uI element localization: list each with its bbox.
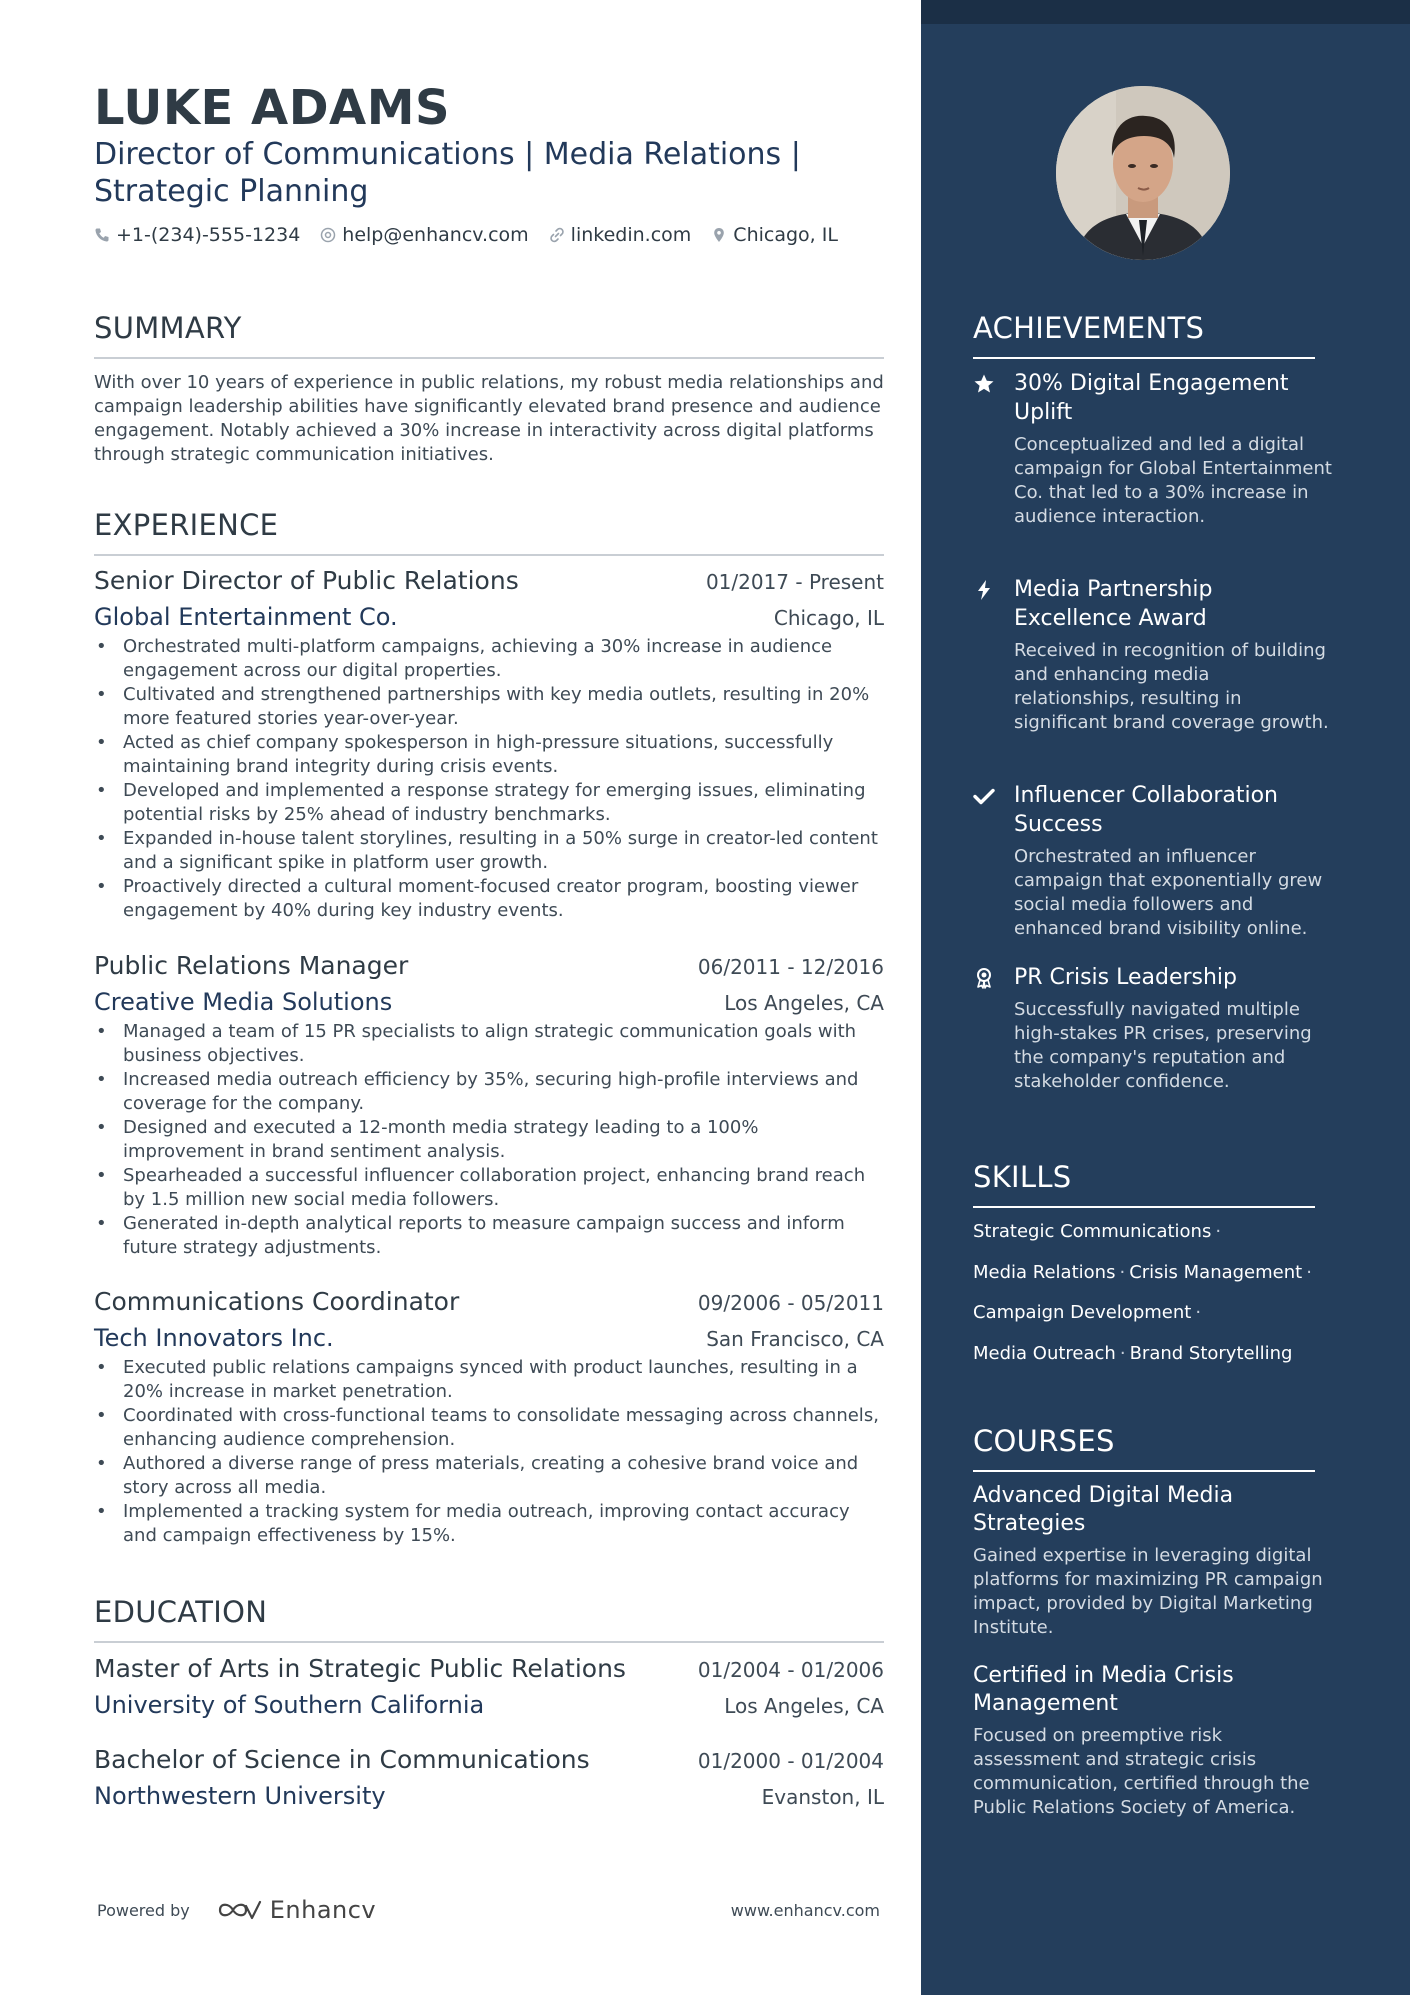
degree-title: Master of Arts in Strategic Public Relations: [94, 1654, 626, 1683]
contact-phone[interactable]: [94, 224, 300, 246]
list-item: • Expanded in-house talent storylines, resulting in a 50% surge in creator-led content and a significant spike in platform user growth.: [94, 827, 884, 875]
list-item: • Cultivated and strengthened partnerships with key media outlets, resulting in 20% more featured stories year-over-year.: [94, 683, 884, 731]
course-title: Advanced Digital Media Strategies: [973, 1483, 1234, 1536]
achievement-title: PR Crisis Leadership: [1014, 965, 1238, 990]
sidebar-top-band: [921, 0, 1410, 24]
location-pin-icon: [711, 227, 727, 243]
powered-by: [97, 1896, 376, 1924]
contact-location: [711, 224, 838, 246]
list-item: • Orchestrated multi-platform campaigns, achieving a 30% increase in audience engagement across our digital properties.: [94, 635, 884, 683]
education-heading: EDUCATION: [94, 1595, 884, 1643]
job-title: Public Relations Manager: [94, 951, 409, 980]
achievement-title: Media Partnership Excellence Award: [1014, 577, 1213, 631]
job-location: Los Angeles, CA: [724, 991, 884, 1015]
enhancv-logo-icon: [216, 1898, 262, 1922]
skill-tag: Crisis Management: [1129, 1262, 1303, 1283]
education-dates: 01/2004 - 01/2006: [697, 1658, 884, 1682]
list-item: • Authored a diverse range of press materials, creating a cohesive brand voice and story across all media.: [94, 1452, 884, 1500]
achievements-heading: ACHIEVEMENTS: [973, 311, 1315, 359]
summary-heading: SUMMARY: [94, 311, 884, 359]
courses-heading: COURSES: [973, 1424, 1315, 1472]
at-icon: [320, 227, 336, 243]
course-desc: Focused on preemptive risk assessment and strategic crisis communication, certified through the Public Relations Society of America.: [973, 1725, 1310, 1818]
candidate-name: LUKE ADAMS: [94, 80, 451, 136]
achievement-title: Influencer Collaboration Success: [1014, 783, 1278, 837]
company-name: Global Entertainment Co.: [94, 603, 398, 631]
company-name: Creative Media Solutions: [94, 988, 393, 1016]
education-entry: [94, 1654, 884, 1719]
list-item: • Executed public relations campaigns synced with product launches, resulting in a 20% increase in market penetration.: [94, 1356, 884, 1404]
experience-entry: [94, 1287, 884, 1548]
link-icon: [549, 227, 565, 243]
profile-photo: [1056, 86, 1230, 260]
achievement-desc: Conceptualized and led a digital campaign for Global Entertainment Co. that led to a 30% increase in audience interaction.: [1014, 434, 1332, 527]
skill-tag: Media Relations: [973, 1262, 1116, 1283]
job-bullets: [94, 1020, 884, 1260]
footer: [97, 1896, 880, 1924]
job-location: San Francisco, CA: [706, 1327, 884, 1351]
job-dates: 01/2017 - Present: [705, 570, 884, 594]
achievement-desc: Successfully navigated multiple high-stakes PR crises, preserving the company's reputation and stakeholder confidence.: [1014, 999, 1312, 1092]
candidate-headline: Director of Communications | Media Relations | Strategic Planning: [94, 137, 801, 209]
contact-email[interactable]: [320, 224, 528, 246]
list-item: • Generated in-depth analytical reports to measure campaign success and inform future strategy adjustments.: [94, 1212, 884, 1260]
job-bullets: [94, 1356, 884, 1548]
avatar: [1056, 86, 1230, 260]
skills-row: Strategic Communications ·: [973, 1221, 1222, 1242]
checkmark-icon: [973, 785, 995, 807]
school-name: University of Southern California: [94, 1691, 485, 1719]
school-name: Northwestern University: [94, 1782, 386, 1810]
list-item: • Implemented a tracking system for media outreach, improving contact accuracy and campaign effectiveness by 15%.: [94, 1500, 884, 1548]
achievement-item: [973, 369, 1333, 529]
star-icon: [973, 373, 995, 395]
contact-linkedin[interactable]: [549, 224, 692, 246]
summary-text: With over 10 years of experience in public relations, my robust media relationships and campaign leadership abilities have significantly elevated brand presence and audience engagement. Notably achieved a 30% increase in interactivity across digital platforms through strategic communication initiatives.: [94, 372, 884, 465]
education-dates: 01/2000 - 01/2004: [697, 1749, 884, 1773]
job-dates: 06/2011 - 12/2016: [697, 955, 884, 979]
lightning-icon: [973, 579, 995, 601]
phone-text: +1-(234)-555-1234: [116, 224, 301, 246]
phone-icon: [94, 227, 110, 243]
achievement-title: 30% Digital Engagement Uplift: [1014, 371, 1289, 425]
list-item: • Spearheaded a successful influencer collaboration project, enhancing brand reach by 1.5 million new social media followers.: [94, 1164, 884, 1212]
education-entry: [94, 1745, 884, 1810]
job-title: Communications Coordinator: [94, 1287, 460, 1316]
achievement-item: [973, 963, 1333, 1094]
location-text: Chicago, IL: [733, 224, 838, 246]
list-item: • Proactively directed a cultural moment-focused creator program, boosting viewer engagement by 40% during key industry events.: [94, 875, 884, 923]
sidebar: [921, 0, 1410, 1995]
list-item: • Coordinated with cross-functional teams to consolidate messaging across channels, enhancing audience comprehension.: [94, 1404, 884, 1452]
course-desc: Gained expertise in leveraging digital platforms for maximizing PR campaign impact, provided by Digital Marketing Institute.: [973, 1545, 1323, 1638]
job-location: Chicago, IL: [773, 606, 884, 630]
powered-by-label: Powered by: [97, 1900, 190, 1920]
achievement-item: [973, 575, 1333, 735]
skills-row: Campaign Development ·: [973, 1302, 1202, 1323]
experience-entry: [94, 566, 884, 923]
skills-row: Media Outreach · Brand Storytelling: [973, 1343, 1293, 1364]
list-item: • Increased media outreach efficiency by 35%, securing high-profile interviews and coverage for the company.: [94, 1068, 884, 1116]
course-item: [973, 1482, 1333, 1640]
list-item: • Designed and executed a 12-month media strategy leading to a 100% improvement in brand sentiment analysis.: [94, 1116, 884, 1164]
list-item: • Managed a team of 15 PR specialists to align strategic communication goals with business objectives.: [94, 1020, 884, 1068]
skill-tag: Brand Storytelling: [1129, 1343, 1293, 1364]
skill-tag: Campaign Development: [973, 1302, 1192, 1323]
job-bullets: [94, 635, 884, 923]
skill-tag: Media Outreach: [973, 1343, 1116, 1364]
experience-entry: [94, 951, 884, 1260]
achievement-item: [973, 781, 1333, 941]
list-item: • Acted as chief company spokesperson in high-pressure situations, successfully maintaining brand integrity during crisis events.: [94, 731, 884, 779]
enhancv-logo-text: Enhancv: [269, 1896, 377, 1924]
skills-heading: SKILLS: [973, 1160, 1315, 1208]
company-name: Tech Innovators Inc.: [94, 1324, 334, 1352]
footer-site-link[interactable]: www.enhancv.com: [730, 1900, 880, 1920]
award-icon: [973, 967, 995, 989]
experience-heading: EXPERIENCE: [94, 508, 884, 556]
skill-tag: Strategic Communications: [973, 1221, 1212, 1242]
course-item: [973, 1662, 1333, 1820]
list-item: • Developed and implemented a response strategy for emerging issues, eliminating potential risks by 25% ahead of industry benchmarks.: [94, 779, 884, 827]
linkedin-text: linkedin.com: [570, 224, 692, 246]
education-location: Evanston, IL: [761, 1785, 884, 1809]
achievement-desc: Orchestrated an influencer campaign that exponentially grew social media followers and enhanced brand visibility online.: [1014, 846, 1323, 939]
contact-bar: [94, 224, 858, 246]
course-title: Certified in Media Crisis Management: [973, 1663, 1234, 1716]
email-text: help@enhancv.com: [342, 224, 529, 246]
job-title: Senior Director of Public Relations: [94, 566, 519, 595]
achievement-desc: Received in recognition of building and enhancing media relationships, resulting in significant brand coverage growth.: [1014, 640, 1329, 733]
job-dates: 09/2006 - 05/2011: [697, 1291, 884, 1315]
degree-title: Bachelor of Science in Communications: [94, 1745, 590, 1774]
skills-row: Media Relations · Crisis Management ·: [973, 1262, 1312, 1283]
education-location: Los Angeles, CA: [724, 1694, 884, 1718]
enhancv-logo[interactable]: [216, 1896, 376, 1924]
